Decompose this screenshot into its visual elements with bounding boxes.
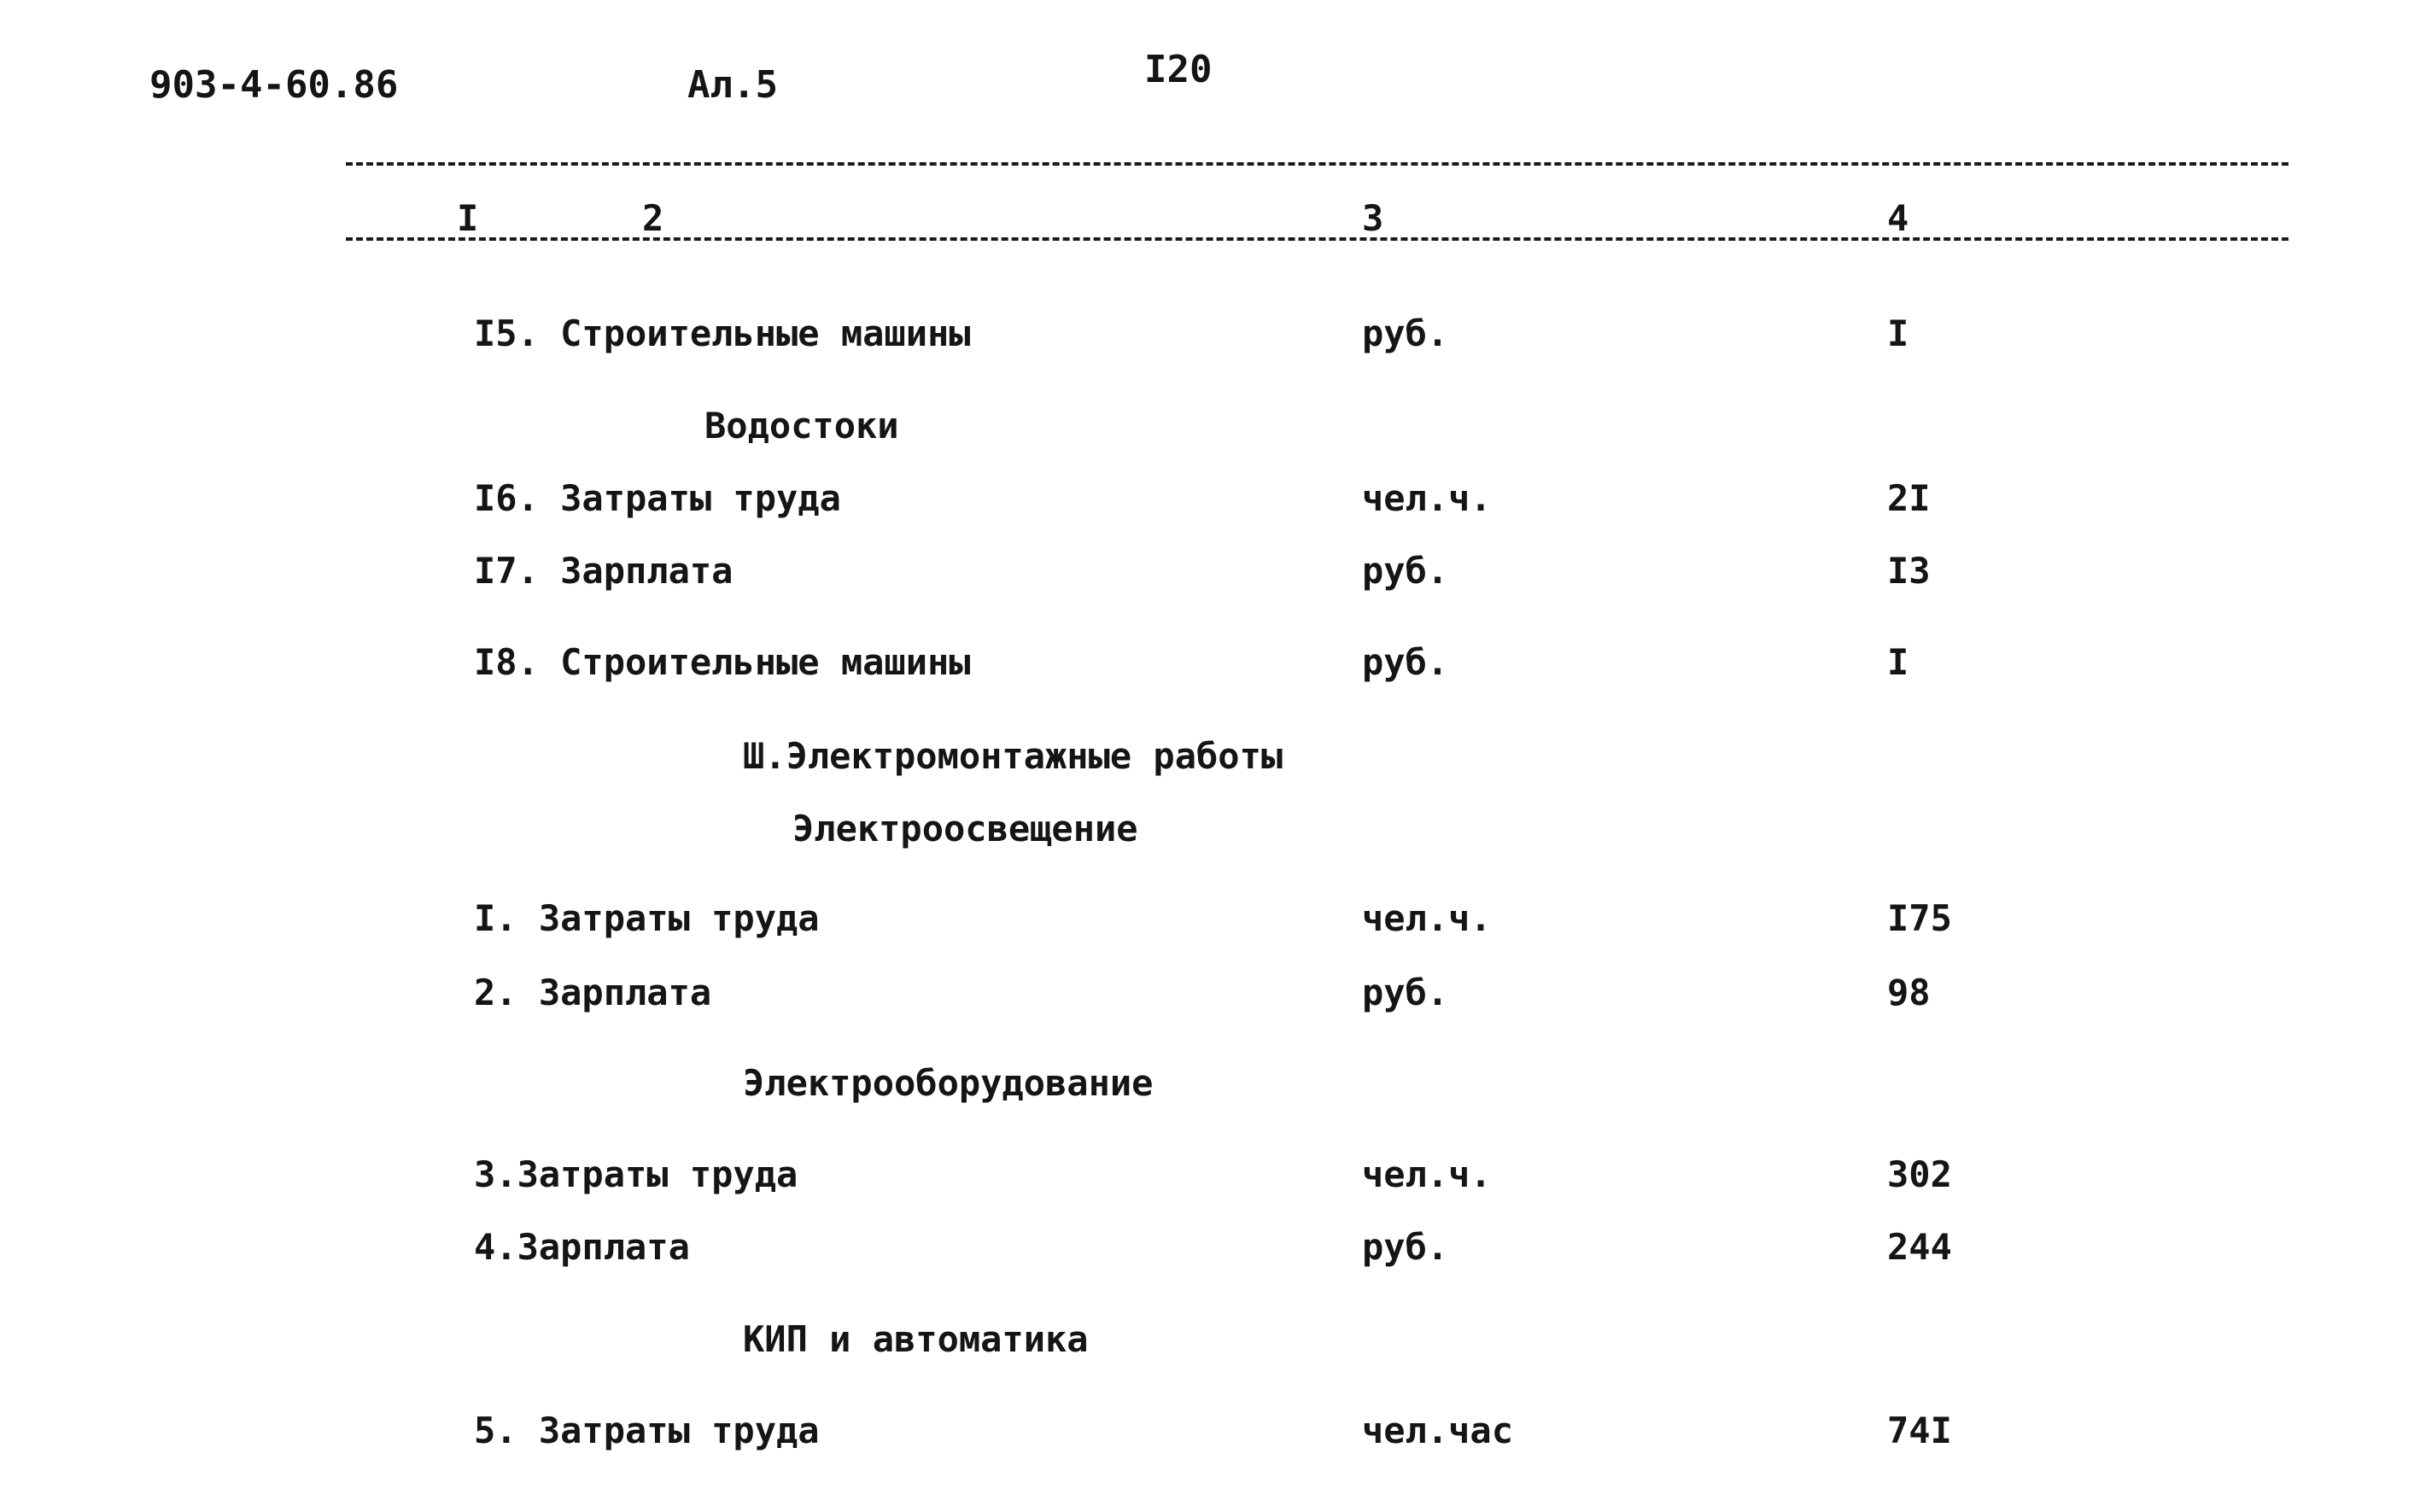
row-unit: чел.ч. <box>1362 897 1492 939</box>
row-value: 244 <box>1887 1226 1952 1268</box>
table-row <box>0 1226 2420 1281</box>
column-header-4: 4 <box>1887 197 1909 239</box>
section-heading: Ш.Электромонтажные работы <box>743 735 1283 777</box>
row-label: 4.Зарплата <box>474 1226 690 1268</box>
table-row <box>0 972 2420 1026</box>
row-value: I75 <box>1887 897 1952 939</box>
table-row <box>0 312 2420 367</box>
page-number: I20 <box>1144 48 1213 91</box>
row-unit: руб. <box>1362 641 1449 683</box>
row-unit: чел.час <box>1362 1410 1514 1451</box>
row-label: I8. Строительные машины <box>474 641 971 683</box>
table-row <box>0 897 2420 952</box>
row-value: 74I <box>1887 1410 1952 1451</box>
album-number: Ал.5 <box>687 63 778 107</box>
row-value: I <box>1887 312 1909 354</box>
table-row <box>0 641 2420 696</box>
row-label: 3.Затраты труда <box>474 1153 798 1195</box>
section-heading: КИП и автоматика <box>743 1318 1089 1360</box>
row-label: I. Затраты труда <box>474 897 820 939</box>
row-value: I3 <box>1887 550 1931 592</box>
column-header-rule <box>346 237 2288 241</box>
row-label: 5. Затраты труда <box>474 1410 820 1451</box>
row-unit: чел.ч. <box>1362 477 1492 519</box>
row-unit: руб. <box>1362 312 1449 354</box>
table-row <box>0 550 2420 604</box>
doc-code: 903-4-60.86 <box>149 63 399 107</box>
row-value: I <box>1887 641 1909 683</box>
row-label: I5. Строительные машины <box>474 312 971 354</box>
column-header-1: I <box>457 197 479 239</box>
row-label: 2. Зарплата <box>474 972 712 1013</box>
row-unit: руб. <box>1362 1226 1449 1268</box>
column-header-2: 2 <box>642 197 664 239</box>
row-unit: руб. <box>1362 550 1449 592</box>
row-unit: руб. <box>1362 972 1449 1013</box>
table-row <box>0 1153 2420 1208</box>
table-top-rule <box>346 162 2288 166</box>
table-row <box>0 477 2420 532</box>
column-header-3: 3 <box>1362 197 1384 239</box>
section-heading: Электрооборудование <box>743 1062 1154 1104</box>
row-value: 98 <box>1887 972 1931 1013</box>
row-value: 2I <box>1887 477 1931 519</box>
row-unit: чел.ч. <box>1362 1153 1492 1195</box>
row-label: I7. Зарплата <box>474 550 734 592</box>
row-value: 302 <box>1887 1153 1952 1195</box>
section-heading: Электроосвещение <box>792 808 1138 849</box>
row-label: I6. Затраты труда <box>474 477 841 519</box>
section-heading: Водостоки <box>704 405 899 447</box>
table-row <box>0 1410 2420 1464</box>
